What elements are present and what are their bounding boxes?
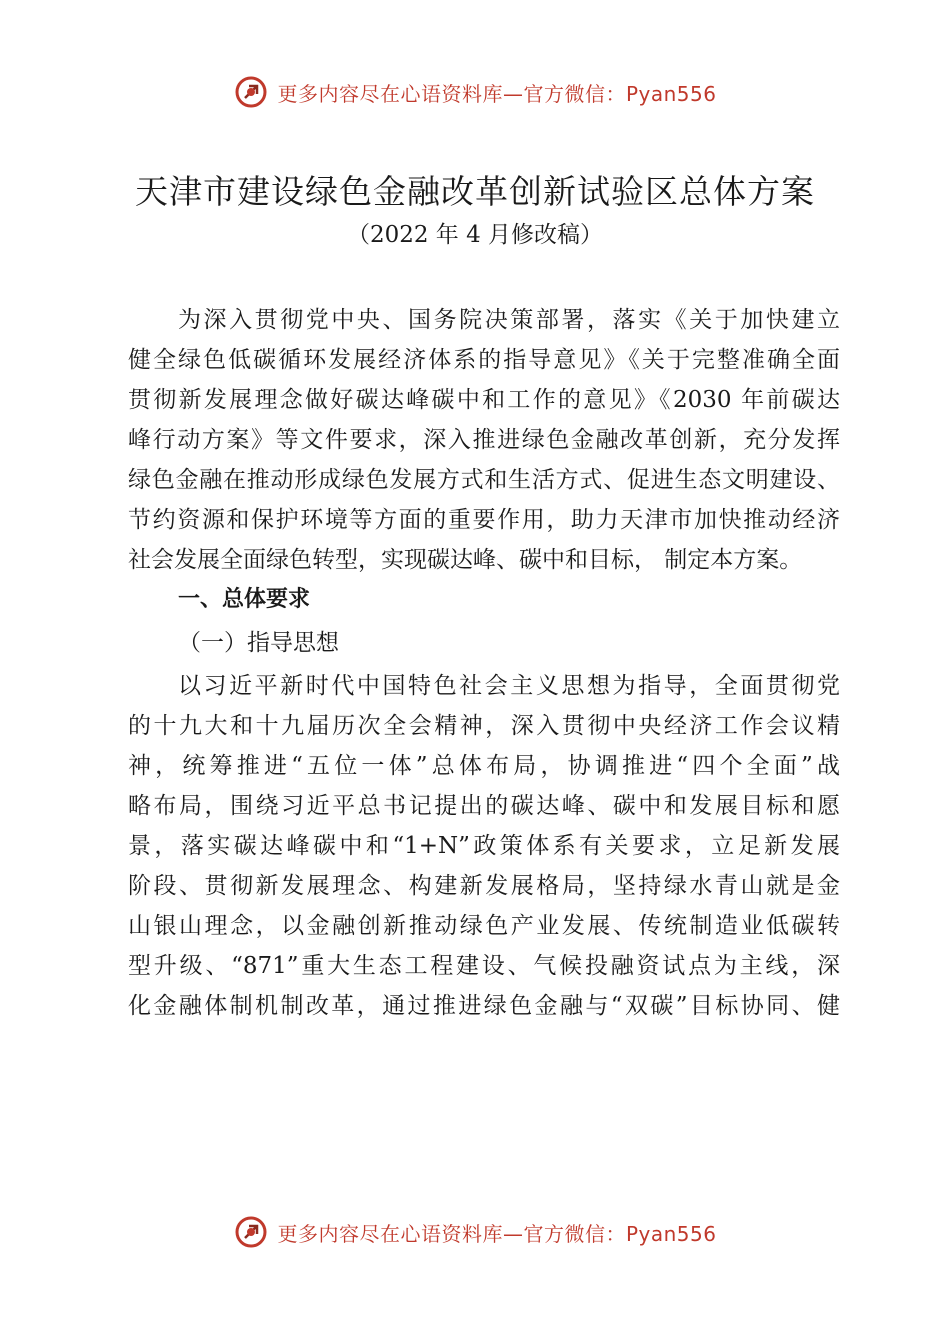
paragraph-line: 以习近平新时代中国特色社会主义思想为指导，全面贯彻党 [178, 673, 840, 699]
document-title: 天津市建设绿色金融改革创新试验区总体方案 [135, 172, 815, 211]
paragraph-line: 景，落实碳达峰碳中和“1+N”政策体系有关要求，立足新发展 [128, 833, 840, 859]
paragraph-line: 节约资源和保护环境等方面的重要作用，助力天津市加快推动经济 [128, 507, 840, 533]
banner-text: 更多内容尽在心语资料库—官方微信：Pyan556 [277, 1221, 717, 1246]
paragraph-line: 略布局，围绕习近平总书记提出的碳达峰、碳中和发展目标和愿 [128, 793, 840, 819]
footer-banner [0, 1212, 950, 1252]
header-banner [0, 72, 950, 112]
paragraph-line: 的十九大和十九届历次全会精神，深入贯彻中央经济工作会议精 [128, 713, 840, 739]
paragraph-line: 为深入贯彻党中央、国务院决策部署，落实《关于加快建立 [178, 307, 840, 333]
paragraph-line: 山银山理念，以金融创新推动绿色产业发展、传统制造业低碳转 [128, 913, 840, 939]
paragraph-line: 化金融体制机制改革，通过推进绿色金融与“双碳”目标协同、健 [128, 993, 840, 1019]
paragraph-line: 型升级、“871”重大生态工程建设、气候投融资试点为主线，深 [128, 953, 840, 979]
document-subtitle: （2022 年 4 月修改稿） [346, 222, 604, 248]
paragraph-line: 健全绿色低碳循环发展经济体系的指导意见》《关于完整准确全面 [128, 347, 840, 373]
brand-logo-icon [233, 74, 269, 110]
paragraph-line: 峰行动方案》等文件要求，深入推进绿色金融改革创新，充分发挥 [128, 427, 840, 453]
section-heading: 一、总体要求 [178, 587, 311, 612]
paragraph-line: 神，统筹推进“五位一体”总体布局，协调推进“四个全面”战 [128, 753, 840, 779]
paragraph-line: 绿色金融在推动形成绿色发展方式和生活方式、促进生态文明建设、 [128, 467, 840, 493]
paragraph-line: 贯彻新发展理念做好碳达峰碳中和工作的意见》《2030 年前碳达 [128, 387, 840, 413]
banner-text: 更多内容尽在心语资料库—官方微信：Pyan556 [277, 81, 717, 106]
brand-logo-icon [233, 1214, 269, 1250]
paragraph-line: 阶段、贯彻新发展理念、构建新发展格局，坚持绿水青山就是金 [128, 873, 840, 899]
subsection-heading: （一）指导思想 [178, 630, 339, 656]
document-body [128, 300, 840, 1026]
paragraph-line: 社会发展全面绿色转型，实现碳达峰、碳中和目标， 制定本方案。 [128, 547, 803, 573]
